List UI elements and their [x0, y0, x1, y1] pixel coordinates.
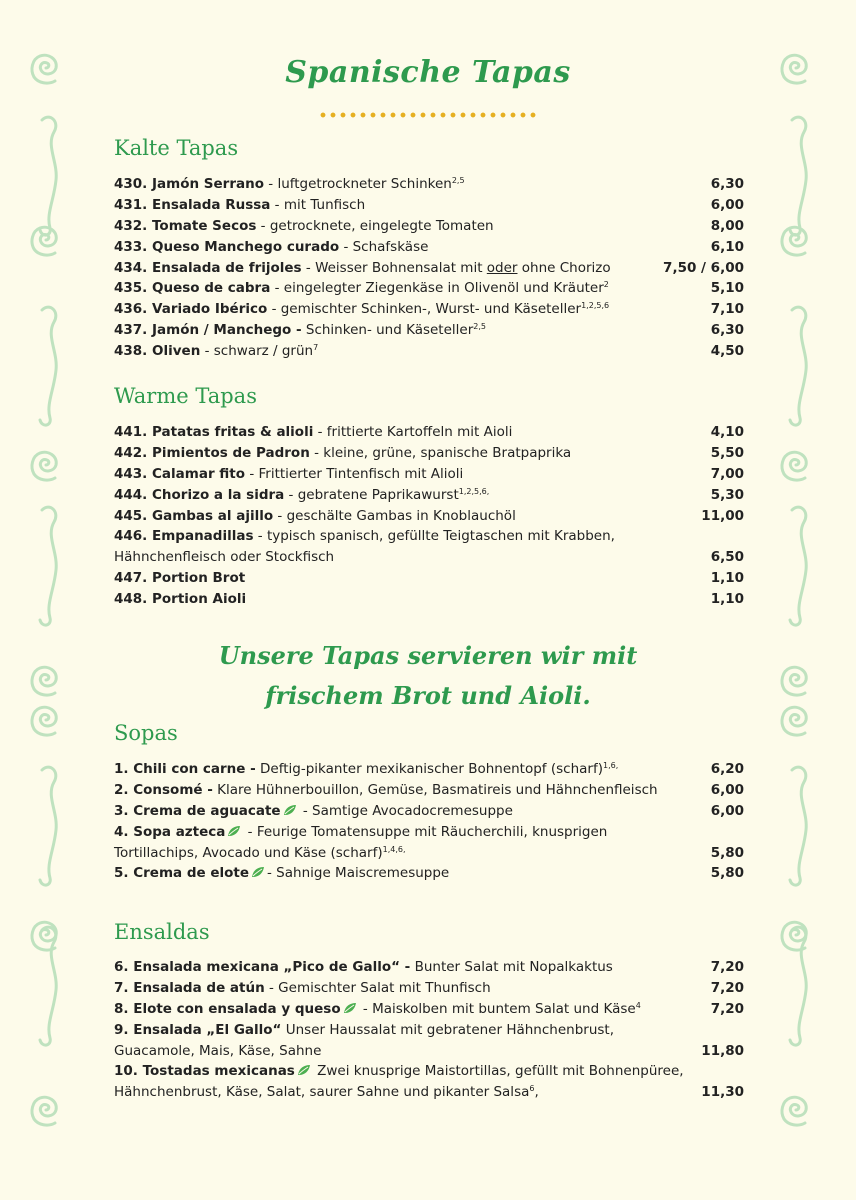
menu-item-name: 9. Ensalada „El Gallo“ [114, 1021, 282, 1038]
vegetarian-leaf-icon [283, 804, 297, 816]
menu-item-name: 5. Crema de elote [114, 865, 250, 882]
menu-item-name: 441. Patatas fritas & alioli [114, 424, 314, 440]
menu-item [114, 526, 744, 568]
menu-item-price: 6,50 [710, 549, 744, 566]
menu-item-price: 8,00 [710, 217, 744, 234]
menu-item [114, 978, 744, 999]
menu-item-name: 10. Tostadas mexicanas [114, 1063, 295, 1080]
page-title: Spanische Tapas [285, 55, 571, 90]
menu-item-name: 444. Chorizo a la sidra [114, 486, 285, 503]
allergen-footnote: 7 [313, 343, 319, 353]
allergen-footnote: 1,4,6, [382, 844, 406, 854]
menu-item-text [114, 526, 694, 568]
menu-item-price: 6,20 [710, 761, 744, 777]
menu-item-description: - Weisser Bohnensalat mit [301, 259, 487, 276]
menu-item-price: 6,30 [710, 176, 744, 192]
spiral-ornament-icon [28, 447, 64, 483]
menu-item [114, 568, 744, 589]
section-heading-kalte: Kalte Tapas [114, 136, 239, 160]
sopas-list [114, 759, 744, 884]
swirl-border-right [778, 0, 838, 1200]
menu-item-name: 448. Portion Aioli [114, 591, 247, 608]
menu-item-price: 5,80 [710, 844, 744, 861]
menu-item-name: 442. Pimientos de Padron [114, 444, 310, 461]
curl-ornament-icon [778, 760, 818, 890]
menu-item-name: 1. Chili con carne - [114, 761, 256, 777]
menu-item-name: 437. Jamón / Manchego - [114, 322, 302, 339]
menu-item [114, 237, 744, 258]
menu-item-description: - Schafskäse [339, 238, 429, 255]
menu-item [114, 759, 744, 780]
menu-item-description: Unser Haussalat mit gebratener Hähnchenbrust, Guacamole, Mais, Käse, Sahne [114, 1021, 615, 1059]
menu-item-price: 6,10 [710, 238, 744, 255]
menu-item [114, 443, 744, 464]
curl-ornament-icon [778, 300, 818, 430]
menu-item-name: 3. Crema de aguacate [114, 802, 281, 819]
menu-item-text [114, 780, 658, 801]
menu-item-text [114, 299, 609, 320]
menu-item-description: - geschälte Gambas in Knoblauchöl [273, 507, 516, 524]
menu-item [114, 422, 744, 443]
menu-item-name: 434. Ensalada de frijoles [114, 259, 302, 276]
menu-item-description: - gemischter Schinken-, Wurst- und Käseteller [267, 301, 582, 318]
menu-item-text [114, 278, 609, 299]
vegetarian-leaf-icon [297, 1064, 311, 1076]
menu-item-text [114, 237, 428, 258]
menu-item-description: ohne Chorizo [517, 259, 611, 276]
allergen-footnote: 2,5 [451, 176, 465, 185]
spiral-ornament-icon [28, 222, 64, 258]
menu-item-price: 7,20 [710, 959, 744, 975]
menu-item-description: - Samtige Avocadocremesuppe [298, 802, 513, 819]
ensaldas-list [114, 957, 744, 1103]
menu-item-text [114, 341, 318, 362]
menu-item-text [114, 216, 494, 237]
allergen-footnote: 1,2,5,6 [581, 301, 610, 311]
menu-item-name: 446. Empanadillas [114, 528, 254, 545]
vegetarian-leaf-icon [227, 825, 241, 837]
vegetarian-leaf-icon [343, 1002, 357, 1014]
allergen-footnote: 4 [635, 1000, 641, 1010]
menu-item [114, 485, 744, 506]
menu-item-price: 7,20 [710, 979, 744, 996]
menu-item [114, 258, 744, 279]
menu-item-description: Zwei knusprige Maistortillas, gefüllt mit Bohnenpüree, Hähnchenbrust, Käse, Salat, saurer Sahne und pikanter Salsa [114, 1063, 684, 1101]
menu-item-text [114, 464, 463, 485]
menu-item-description: - Feurige Tomatensuppe mit Räucherchili, knusprigen Tortillachips, Avocado und Käse (scharf) [114, 823, 608, 861]
menu-item [114, 589, 744, 610]
menu-item-name: 443. Calamar fito [114, 465, 246, 482]
menu-item-name: 6. Ensalada mexicana „Pico de Gallo“ - [114, 959, 411, 975]
menu-item-price: 11,30 [701, 1084, 744, 1101]
menu-item-name: 432. Tomate Secos [114, 217, 257, 234]
menu-item-description: - schwarz / grün [200, 343, 314, 360]
menu-item-text [114, 863, 449, 884]
menu-item [114, 1061, 744, 1103]
section-heading-warme: Warme Tapas [114, 384, 257, 408]
menu-item-name: 431. Ensalada Russa [114, 196, 271, 213]
curl-ornament-icon [28, 760, 68, 890]
menu-item-name: 438. Oliven [114, 343, 201, 360]
menu-item-price: 4,10 [710, 424, 744, 440]
menu-item-price: 5,10 [710, 280, 744, 297]
menu-item-text [114, 174, 465, 195]
menu-item-description: - mit Tunfisch [270, 196, 366, 213]
menu-item-name: 435. Queso de cabra [114, 280, 271, 297]
menu-item-description: - Sahnige Maiscremesuppe [267, 865, 450, 882]
menu-item-description: - frittierte Kartoffeln mit Aioli [313, 424, 513, 440]
menu-item [114, 1020, 744, 1062]
slogan-line-2: frischem Brot und Aioli. [265, 681, 591, 710]
menu-item [114, 999, 744, 1020]
menu-item-price: 7,00 [710, 465, 744, 482]
menu-item-name: 7. Ensalada de atún [114, 979, 265, 996]
menu-item-description: - getrocknete, eingelegte Tomaten [256, 217, 494, 234]
menu-item-description: Bunter Salat mit Nopalkaktus [410, 959, 613, 975]
menu-item-description: - Maiskolben mit buntem Salat und Käse [358, 1000, 636, 1017]
menu-item-name: 8. Elote con ensalada y queso [114, 1000, 341, 1017]
menu-item [114, 174, 744, 195]
menu-item-text [114, 258, 611, 279]
menu-item-name: 447. Portion Brot [114, 570, 246, 587]
menu-item-text [114, 422, 512, 443]
menu-item-description: - gebratene Paprikawurst [284, 486, 459, 503]
menu-item [114, 801, 744, 822]
menu-item-price: 6,00 [710, 196, 744, 213]
menu-item [114, 216, 744, 237]
section-heading-ensaldas: Ensaldas [114, 920, 210, 944]
spiral-ornament-icon [28, 1092, 64, 1128]
menu-item-price: 7,20 [710, 1000, 744, 1017]
menu-item-price: 11,00 [701, 507, 744, 524]
menu-item-text [114, 506, 516, 527]
menu-item [114, 822, 744, 864]
menu-item-price: 5,30 [710, 486, 744, 503]
menu-item-text [114, 957, 613, 978]
allergen-footnote: 2 [603, 280, 609, 290]
menu-item-description: Klare Hühnerbouillon, Gemüse, Basmatireis und Hähnchenfleisch [212, 781, 658, 798]
swirl-border-left [28, 0, 88, 1200]
menu-item-description: Schinken- und Käseteller [301, 322, 474, 339]
menu-item-description: - luftgetrockneter Schinken [263, 176, 452, 192]
vegetarian-leaf-icon [251, 866, 265, 878]
menu-item-name: 445. Gambas al ajillo [114, 507, 274, 524]
menu-item [114, 464, 744, 485]
menu-item-description: - eingelegter Ziegenkäse in Olivenöl und Kräuter [270, 280, 604, 297]
menu-item-text [114, 195, 365, 216]
menu-item-text [114, 978, 491, 999]
menu-item [114, 506, 744, 527]
menu-item-price: 6,00 [710, 802, 744, 819]
menu-item [114, 957, 744, 978]
spiral-ornament-icon [778, 1092, 814, 1128]
menu-item-price: 6,30 [710, 322, 744, 339]
spiral-ornament-icon [778, 447, 814, 483]
warme-tapas-list [114, 422, 744, 610]
menu-item-name: 4. Sopa azteca [114, 823, 226, 840]
menu-item [114, 278, 744, 299]
menu-item-text [114, 1061, 694, 1103]
menu-item-text [114, 1020, 694, 1062]
menu-item-text [114, 485, 489, 506]
curl-ornament-icon [28, 300, 68, 430]
curl-ornament-icon [28, 920, 68, 1050]
menu-item-description: - typisch spanisch, gefüllte Teigtaschen mit Krabben, Hähnchenfleisch oder Stockfisch [114, 528, 615, 566]
menu-item-name: 2. Consomé - [114, 781, 213, 798]
menu-item-price: 7,50 / 6,00 [663, 259, 744, 276]
menu-item-price: 1,10 [710, 591, 744, 608]
menu-item-name: 436. Variado Ibérico [114, 301, 268, 318]
dotted-divider [318, 112, 540, 118]
menu-item-text [114, 801, 513, 822]
menu-item-description-underlined: oder [486, 259, 518, 276]
menu-item-text [114, 320, 486, 341]
menu-item-price: 4,50 [710, 343, 744, 360]
allergen-footnote: 1,2,5,6, [458, 486, 490, 496]
menu-item-description-end: , [534, 1084, 539, 1101]
menu-item-description: Deftig-pikanter mexikanischer Bohnentopf (scharf) [255, 761, 603, 777]
menu-item-text [114, 999, 641, 1020]
menu-item-name: 430. Jamón Serrano [114, 176, 264, 192]
slogan-line-1: Unsere Tapas servieren wir mit [218, 641, 638, 670]
menu-item-price: 6,00 [710, 781, 744, 798]
menu-item [114, 863, 744, 884]
allergen-footnote: 2,5 [473, 322, 486, 332]
allergen-footnote: 1,6, [602, 761, 619, 770]
menu-item-price: 5,50 [710, 444, 744, 461]
menu-item-description: - Gemischter Salat mit Thunfisch [264, 979, 491, 996]
menu-item-text [114, 822, 694, 864]
menu-item [114, 780, 744, 801]
menu-item-description: - kleine, grüne, spanische Bratpaprika [309, 444, 572, 461]
curl-ornament-icon [28, 500, 68, 630]
menu-item [114, 341, 744, 362]
menu-item-price: 11,80 [701, 1042, 744, 1059]
section-heading-sopas: Sopas [114, 721, 178, 745]
menu-item-name: 433. Queso Manchego curado [114, 238, 340, 255]
curl-ornament-icon [778, 110, 818, 240]
menu-item-price: 5,80 [710, 865, 744, 882]
menu-item [114, 320, 744, 341]
curl-ornament-icon [28, 110, 68, 240]
kalte-tapas-list [114, 174, 744, 362]
menu-item [114, 299, 744, 320]
curl-ornament-icon [778, 920, 818, 1050]
menu-item-description: - Frittierter Tintenfisch mit Alioli [245, 465, 464, 482]
curl-ornament-icon [778, 500, 818, 630]
menu-item-text [114, 589, 246, 610]
allergen-footnote: 6 [529, 1084, 535, 1094]
menu-item-text [114, 443, 571, 464]
menu-item-text [114, 759, 618, 780]
spiral-ornament-icon [778, 222, 814, 258]
menu-item-price: 7,10 [710, 301, 744, 318]
menu-item-text [114, 568, 245, 589]
menu-item [114, 195, 744, 216]
menu-item-price: 1,10 [710, 570, 744, 587]
